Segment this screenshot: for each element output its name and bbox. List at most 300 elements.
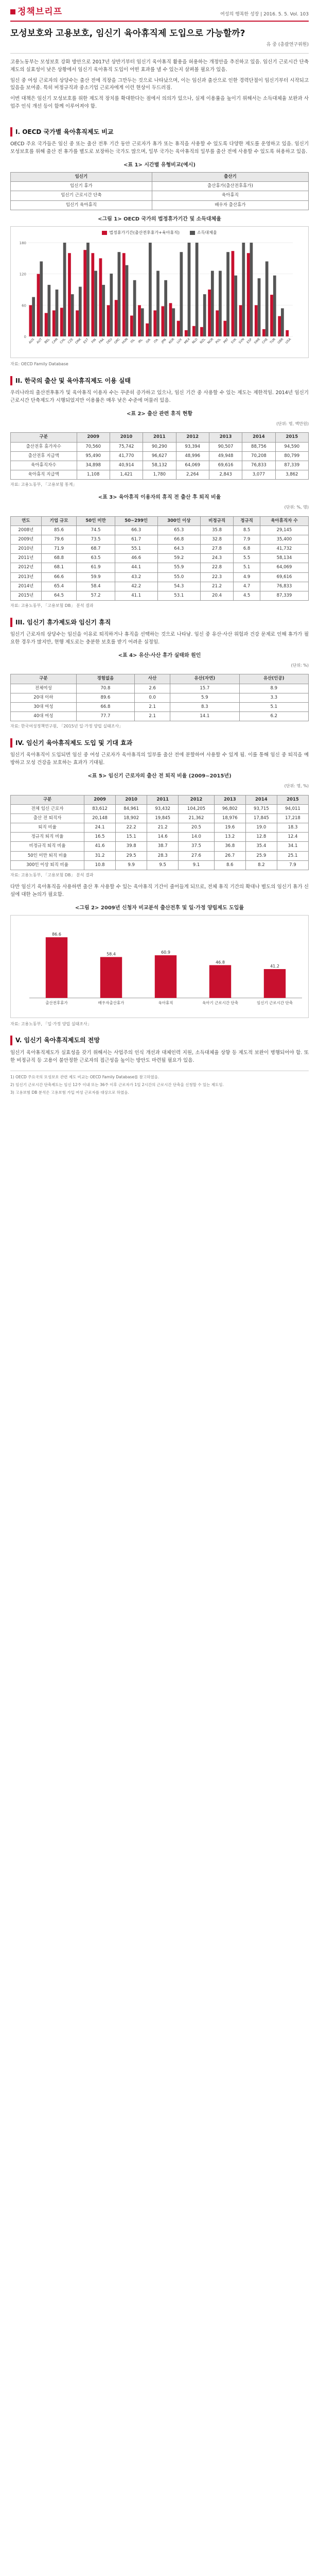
- table-header: 2012: [179, 795, 215, 804]
- table-cell: 93,715: [245, 804, 277, 814]
- paragraph: 다만 임신기 육아휴직을 사용하면 출산 후 사용할 수 있는 육아휴직 기간이 줄어들게 되므로, 전체 휴직 기간의 확대나 별도의 임신기 휴가 신설에 대한 논의가 필요함.: [10, 884, 309, 898]
- table-cell: 66.8: [76, 702, 134, 711]
- table-cell: 15.1: [116, 833, 147, 842]
- table5-unit: (단위: 명, %): [284, 784, 309, 789]
- table-cell: 육아휴직 지급액: [11, 470, 77, 480]
- y-tick-label: 180: [19, 241, 26, 245]
- x-tick-label: SVN: [238, 337, 245, 345]
- table-cell: 64.3: [157, 545, 200, 554]
- footnote: 2) 임신기 근로시간 단축제도는 임신 12주 이내 또는 36주 이후 근로자가 1일 2시간의 근로시간 단축을 신청할 수 있는 제도임.: [10, 1082, 224, 1087]
- table-cell: 94,590: [275, 442, 308, 451]
- table-cell: 41,732: [260, 545, 308, 554]
- x-tick-label: FRA: [98, 337, 105, 345]
- bar-replacement-rate: [56, 290, 59, 336]
- legend-item: [190, 230, 217, 236]
- table-cell: 34,898: [77, 461, 110, 470]
- table-cell: 25.1: [277, 851, 308, 860]
- bar: [209, 965, 231, 998]
- table-cell: 76,833: [242, 461, 275, 470]
- paragraph: 임신기 근로자의 상당수는 임신을 이유로 퇴직하거나 휴직을 선택하는 것으로 나타남. 임신 중 유산·사산 위험과 건강 문제로 인해 휴가가 필요한 경우가 많지만, 현행 제도로는 충분한 보호를 받기 어려운 실정임.: [10, 632, 309, 645]
- bar-replacement-rate: [203, 294, 206, 336]
- bar: [46, 938, 67, 998]
- table-cell: 5.5: [234, 554, 260, 563]
- table-cell: 2.1: [135, 712, 170, 721]
- table-cell: 18,902: [116, 814, 147, 823]
- table-cell: 68.1: [41, 563, 77, 572]
- table3: [10, 516, 309, 601]
- table-cell: 87,339: [275, 461, 308, 470]
- bar-replacement-rate: [234, 275, 237, 336]
- table-cell: 66.8: [157, 535, 200, 544]
- table-header: 2015: [275, 433, 308, 442]
- summary-bullet: 고용노동부는 모성보호 강화 방안으로 2017년 상반기부터 임신기 육아휴직 활용을 허용하는 개정안을 추진하고 있음. 임신기 근로시간 단축 제도의 실효성이 낮은 상황에서 임신기 육아휴직 도입이 어떤 효과를 낼 수 있는지 살펴볼 필요가 있음.: [10, 59, 309, 73]
- table-cell: 80,799: [275, 451, 308, 461]
- bar-replacement-rate: [273, 275, 276, 336]
- table-cell: 35,400: [260, 535, 308, 544]
- x-tick-label: AUS: [28, 337, 36, 345]
- table-header: 연도: [11, 516, 42, 526]
- x-tick-label: DEU: [105, 337, 113, 345]
- table3-unit: (단위: %, 명): [284, 505, 309, 510]
- bar-leave-period: [83, 250, 86, 336]
- table-cell: 30대 여성: [11, 702, 77, 711]
- table-header: 경험없음: [76, 674, 134, 684]
- table-cell: 88,756: [242, 442, 275, 451]
- table-cell: 69,616: [260, 572, 308, 582]
- table-cell: 64,069: [260, 563, 308, 572]
- table5-caption: <표 5> 임신기 근로자의 출산 전 퇴직 비율 (2009~2015년): [87, 773, 232, 779]
- table-header: 2009: [84, 795, 116, 804]
- table-cell: 65.3: [157, 526, 200, 535]
- table-header: 50인 미만: [77, 516, 115, 526]
- table-header: 구분: [11, 795, 84, 804]
- bar-leave-period: [270, 295, 273, 336]
- table-cell: 41.1: [115, 591, 157, 600]
- table-cell: 58,132: [143, 461, 176, 470]
- table-cell: 87,339: [260, 591, 308, 600]
- chart1-note: 자료: OECD Family Database: [10, 362, 68, 367]
- x-tick-label: PRT: [223, 337, 229, 344]
- bar-leave-period: [169, 303, 172, 336]
- table-cell: 9.5: [147, 860, 179, 870]
- table-cell: 36.8: [214, 842, 245, 851]
- table-cell: 15.7: [170, 684, 239, 693]
- table-cell: 20대 이하: [11, 693, 77, 702]
- table-row: [11, 563, 309, 572]
- table-cell: 20.4: [200, 591, 233, 600]
- x-tick-label: NZL: [199, 337, 206, 345]
- summary-bullet: 이번 대책은 임신기 모성보호를 위한 제도적 장치를 확대한다는 점에서 의의가 있으나, 실제 이용률을 높이기 위해서는 소득대체율 보완과 사업주 인식 개선 등이 함께 이루어져야 함.: [10, 96, 309, 109]
- table-cell: 54.3: [157, 582, 200, 591]
- table-cell: 22.3: [200, 572, 233, 582]
- x-tick-label: IRL: [137, 337, 144, 344]
- table-row: [11, 451, 309, 461]
- table-cell: 임신기 근로시간 단축: [11, 191, 152, 200]
- x-tick-label: MEX: [183, 337, 191, 345]
- bar-leave-period: [45, 313, 48, 336]
- table-cell: 35.8: [200, 526, 233, 535]
- bar-leave-period: [91, 253, 94, 336]
- table-header: 비정규직: [200, 516, 233, 526]
- x-tick-label: ISR: [145, 337, 152, 344]
- section-heading-5: V. 임신기 육아휴직제도의 전망: [10, 1036, 309, 1045]
- table1-caption: <표 1> 시간별 유형비교(예시): [123, 162, 196, 168]
- x-tick-label: EST: [82, 337, 90, 345]
- table-cell: 17,845: [245, 814, 277, 823]
- table-cell: 71.9: [41, 545, 77, 554]
- legend-swatch: [102, 231, 107, 235]
- table-cell: 비정규직 퇴직 비율: [11, 842, 84, 851]
- table-row: [11, 526, 309, 535]
- bar: [100, 957, 122, 998]
- table-cell: 14.0: [179, 833, 215, 842]
- table-cell: 64.5: [41, 591, 77, 600]
- table-cell: 53.1: [157, 591, 200, 600]
- table-header: 2010: [116, 795, 147, 804]
- bar-leave-period: [138, 305, 141, 336]
- table-row: [11, 842, 309, 851]
- bar-replacement-rate: [196, 243, 199, 336]
- brand-text: 정책브리프: [17, 7, 63, 17]
- footnote: 1) OECD 주요국의 모성보호 관련 제도 비교는 OECD Family Database를 참고하였음.: [10, 1075, 160, 1080]
- table-cell: 55.1: [115, 545, 157, 554]
- paragraph: 우리나라의 출산전후휴가 및 육아휴직 이용자 수는 꾸준히 증가하고 있으나, 임신 기간 중 사용할 수 있는 제도는 제한적임. 2014년 임신기 근로시간 단축제도가 시행되었지만 이용률은 매우 낮은 수준에 머물러 있음.: [10, 390, 309, 403]
- table-cell: 24.1: [84, 823, 116, 833]
- table-cell: 40,914: [110, 461, 143, 470]
- bar-replacement-rate: [149, 243, 152, 336]
- table-cell: 77.7: [76, 712, 134, 721]
- x-tick-label: DNK: [75, 337, 82, 345]
- table-cell: 임신기 육아휴직: [11, 200, 152, 210]
- table-cell: 8.2: [245, 860, 277, 870]
- table4-caption: <표 4> 유산·사산 휴가 실태와 원인: [118, 652, 201, 658]
- legend-swatch: [190, 231, 195, 235]
- bar-leave-period: [122, 253, 126, 336]
- bar-replacement-rate: [172, 308, 175, 336]
- table-cell: 96,802: [214, 804, 245, 814]
- table-cell: 73.5: [77, 535, 115, 544]
- table-header: 사산: [135, 674, 170, 684]
- table-cell: 0.0: [135, 693, 170, 702]
- x-tick-label: 임신기 근로시간 단축: [257, 1001, 293, 1006]
- bar-replacement-rate: [40, 261, 43, 336]
- bar-replacement-rate: [258, 278, 261, 336]
- page-title: 모성보호와 고용보호, 임신기 육아휴직제 도입으로 가능할까?: [10, 28, 245, 39]
- table-header: 유산(자연): [170, 674, 239, 684]
- x-tick-label: CAN: [51, 337, 59, 345]
- table-cell: 42.2: [115, 582, 157, 591]
- x-tick-label: CHL: [59, 337, 66, 345]
- table-cell: 58,134: [260, 554, 308, 563]
- table-cell: 59.2: [157, 554, 200, 563]
- chart1-legend: [14, 230, 305, 236]
- bar-replacement-rate: [141, 308, 144, 336]
- table-cell: 2013년: [11, 572, 42, 582]
- table-cell: 35.4: [245, 842, 277, 851]
- table-cell: 1,421: [110, 470, 143, 480]
- table-header: 정규직: [234, 516, 260, 526]
- table-header: 2013: [209, 433, 242, 442]
- table-cell: 34.1: [277, 842, 308, 851]
- table-row: [11, 461, 309, 470]
- table-row: [11, 200, 309, 210]
- bar-leave-period: [200, 327, 203, 336]
- bar-replacement-rate: [281, 308, 284, 336]
- bar-leave-period: [216, 310, 219, 336]
- table-cell: 66.3: [115, 526, 157, 535]
- x-tick-label: 배우자출산휴가: [98, 1001, 125, 1006]
- table-cell: 2011년: [11, 554, 42, 563]
- bar-replacement-rate: [32, 297, 35, 336]
- x-tick-label: LUX: [176, 337, 183, 345]
- table-cell: 퇴직 비율: [11, 823, 84, 833]
- summary-bullet: 임신 중 여성 근로자의 상당수는 출산 전에 직장을 그만두는 것으로 나타났으며, 이는 임신과 출산으로 인한 경력단절이 임신기부터 시작되고 있음을 보여줌. 특히 비정규직과 중소기업 근로자에게 이런 현상이 두드러짐.: [10, 77, 309, 91]
- x-tick-label: TUR: [269, 337, 276, 345]
- table-cell: 7.9: [277, 860, 308, 870]
- section-heading-3: III. 임신기 휴가제도와 임신기 휴직: [10, 618, 309, 628]
- table-cell: 65.4: [41, 582, 77, 591]
- table-cell: 9.9: [116, 860, 147, 870]
- table-cell: 20,148: [84, 814, 116, 823]
- table-cell: 79.6: [41, 535, 77, 544]
- chart1-box: [10, 226, 309, 358]
- table-cell: 93,394: [176, 442, 209, 451]
- table-row: [11, 702, 309, 711]
- bar-leave-period: [177, 320, 180, 336]
- table-cell: 26.7: [214, 851, 245, 860]
- bar-leave-period: [68, 253, 71, 336]
- table-cell: 43.2: [115, 572, 157, 582]
- x-tick-label: GBR: [277, 337, 285, 345]
- table-cell: 4.7: [234, 582, 260, 591]
- table-cell: 3.3: [239, 693, 309, 702]
- table-cell: 31.2: [84, 851, 116, 860]
- bar-leave-period: [247, 253, 250, 336]
- bar-leave-period: [153, 310, 156, 336]
- table-cell: 13.2: [214, 833, 245, 842]
- table3-note: 자료: 고용노동부, 「고용보험 DB」 분석 결과: [10, 603, 94, 608]
- table-cell: 66.6: [41, 572, 77, 582]
- bar-replacement-rate: [265, 261, 269, 336]
- table-cell: 2009년: [11, 535, 42, 544]
- table-cell: 3,077: [242, 470, 275, 480]
- table-row: [11, 442, 309, 451]
- x-tick-label: HUN: [121, 337, 129, 345]
- table-header: 300인 이상: [157, 516, 200, 526]
- table-cell: 44.1: [115, 563, 157, 572]
- table-cell: 21.2: [200, 582, 233, 591]
- table-cell: 38.7: [147, 842, 179, 851]
- table-cell: 1,780: [143, 470, 176, 480]
- table-cell: 8.3: [170, 702, 239, 711]
- table-cell: 89.6: [76, 693, 134, 702]
- paragraph: 임신기 육아휴직이 도입되면 임신 중 여성 근로자가 육아휴직의 일부를 출산 전에 분할하여 사용할 수 있게 됨. 이를 통해 임신 중 퇴직을 예방하고 모성 건강을 보호하는 효과가 기대됨.: [10, 752, 309, 766]
- bar-leave-period: [262, 329, 265, 336]
- title-block: [10, 22, 309, 54]
- table-cell: 3,862: [275, 470, 308, 480]
- table-cell: 61.9: [77, 563, 115, 572]
- table-cell: 1,108: [77, 470, 110, 480]
- table-cell: 70,208: [242, 451, 275, 461]
- table-cell: 70,560: [77, 442, 110, 451]
- table-cell: 40대 여성: [11, 712, 77, 721]
- bar-replacement-rate: [94, 270, 97, 336]
- table-cell: 104,205: [179, 804, 215, 814]
- table4-note: 자료: 한국여성정책연구원, 「2015년 일·가정 양립 실태조사」: [10, 724, 123, 729]
- table-header: 50~299인: [115, 516, 157, 526]
- table-cell: 19,845: [147, 814, 179, 823]
- table-cell: 70.8: [76, 684, 134, 693]
- bar-leave-period: [37, 274, 40, 336]
- bar-replacement-rate: [110, 274, 113, 336]
- author: 유 중 (총괄연구위원): [266, 42, 309, 48]
- x-tick-label: CHE: [261, 337, 269, 345]
- table-row: [11, 191, 309, 200]
- table-cell: 출산 전 퇴직자: [11, 814, 84, 823]
- table-cell: 9.1: [179, 860, 215, 870]
- table2-unit: (단위: 명, 백만원): [276, 421, 309, 427]
- table-row: [11, 182, 309, 191]
- table-cell: 28.3: [147, 851, 179, 860]
- table-header: 육아휴직자 수: [260, 516, 308, 526]
- table-cell: 6.2: [239, 712, 309, 721]
- table-cell: 육아휴직자수: [11, 461, 77, 470]
- table-cell: 임신기 휴가: [11, 182, 152, 191]
- table-header: 2011: [147, 795, 179, 804]
- data-label: 41.2: [270, 964, 279, 969]
- x-tick-label: 육아기 근로시간 단축: [202, 1001, 238, 1006]
- table-cell: 14.6: [147, 833, 179, 842]
- chart2-box: [10, 915, 309, 1018]
- bar-leave-period: [239, 305, 242, 336]
- table-row: [11, 684, 309, 693]
- table-cell: 46.6: [115, 554, 157, 563]
- table-row: [11, 712, 309, 721]
- table-cell: 21.2: [147, 823, 179, 833]
- x-tick-label: SVK: [230, 337, 238, 345]
- x-tick-label: FIN: [91, 337, 97, 344]
- x-tick-label: NOR: [206, 337, 215, 345]
- table3-caption: <표 3> 육아휴직 이용자의 휴직 전 출산 후 퇴직 비율: [98, 494, 221, 500]
- footnote: 3) 고용보험 DB 분석은 고용보험 가입 여성 근로자를 대상으로 하였음.: [10, 1090, 129, 1095]
- table-cell: 24.3: [200, 554, 233, 563]
- table-cell: 96,627: [143, 451, 176, 461]
- table-header: 2013: [214, 795, 245, 804]
- table-header: 출산기: [152, 173, 308, 182]
- table-header: 2015: [277, 795, 308, 804]
- table-cell: 16.5: [84, 833, 116, 842]
- data-label: 58.4: [107, 952, 116, 957]
- table-cell: 83,612: [84, 804, 116, 814]
- table-cell: 27.6: [179, 851, 215, 860]
- bar-replacement-rate: [118, 252, 121, 336]
- paragraph: OECD 주요 국가들은 임신 중 또는 출산 전후 기간 동안 근로자가 휴가 또는 휴직을 사용할 수 있도록 다양한 제도를 운영하고 있음. 임신기 모성보호를 위해 출산 전 휴가를 별도로 보장하는 국가도 많으며, 일부 국가는 육아휴직의 일부를 출산 전에 사용할 수 있도록 허용하고 있음.: [10, 141, 309, 155]
- bar-replacement-rate: [156, 270, 160, 336]
- table-cell: 27.8: [200, 545, 233, 554]
- bar-leave-period: [232, 251, 235, 336]
- table-header: 2014: [242, 433, 275, 442]
- x-tick-label: ITA: [153, 337, 160, 344]
- table-cell: 12.4: [277, 833, 308, 842]
- table-cell: 61.7: [115, 535, 157, 544]
- table-cell: 39.8: [116, 842, 147, 851]
- table-row: [11, 470, 309, 480]
- bar-replacement-rate: [164, 280, 167, 336]
- bar-replacement-rate: [86, 243, 90, 336]
- table-cell: 2014년: [11, 582, 42, 591]
- table-cell: 8.5: [234, 526, 260, 535]
- table-header: 2011: [143, 433, 176, 442]
- table-header: 임신기: [11, 173, 152, 182]
- bar-leave-period: [286, 330, 289, 336]
- table2: [10, 432, 309, 480]
- table-cell: 전체 임신 근로자: [11, 804, 84, 814]
- bar-replacement-rate: [188, 243, 191, 336]
- table-cell: 19.6: [214, 823, 245, 833]
- table-cell: 4.9: [234, 572, 260, 582]
- bar-leave-period: [52, 310, 56, 336]
- x-tick-label: GRC: [113, 337, 121, 345]
- table-cell: 출산휴가(출산전후휴가): [152, 182, 308, 191]
- table-cell: 90,290: [143, 442, 176, 451]
- bar-leave-period: [223, 320, 226, 336]
- table-cell: 4.5: [234, 591, 260, 600]
- x-tick-label: 출산전후휴가: [45, 1001, 68, 1006]
- table-cell: 8.9: [239, 684, 309, 693]
- table-cell: 18,976: [214, 814, 245, 823]
- table-cell: 5.1: [239, 702, 309, 711]
- table-cell: 74.5: [77, 526, 115, 535]
- table-cell: 63.5: [77, 554, 115, 563]
- bar-leave-period: [130, 315, 133, 336]
- bar-replacement-rate: [63, 243, 66, 336]
- table-row: [11, 860, 309, 870]
- table-cell: 19.0: [245, 823, 277, 833]
- x-tick-label: ESP: [246, 337, 253, 345]
- table5-note: 자료: 고용노동부, 「고용보험 DB」 분석 결과: [10, 873, 94, 877]
- table-cell: 10.8: [84, 860, 116, 870]
- table-cell: 육아휴직: [152, 191, 308, 200]
- bar-leave-period: [255, 305, 258, 336]
- bar-leave-period: [185, 330, 188, 336]
- table-cell: 25.9: [245, 851, 277, 860]
- bar-leave-period: [162, 306, 165, 336]
- table-cell: 59.9: [77, 572, 115, 582]
- bar-replacement-rate: [250, 243, 253, 336]
- table-cell: 94,011: [277, 804, 308, 814]
- bar-replacement-rate: [133, 280, 136, 336]
- y-tick-label: 120: [19, 272, 26, 277]
- table-cell: 8.6: [214, 860, 245, 870]
- x-tick-label: SWE: [253, 337, 261, 345]
- table-cell: 68.7: [77, 545, 115, 554]
- table-row: [11, 591, 309, 600]
- data-label: 46.8: [216, 960, 225, 965]
- table-row: [11, 572, 309, 582]
- table-cell: 76,833: [260, 582, 308, 591]
- table-row: [11, 851, 309, 860]
- data-label: 60.9: [161, 950, 170, 955]
- table-cell: 55.0: [157, 572, 200, 582]
- table-cell: 37.5: [179, 842, 215, 851]
- table-header: 구분: [11, 674, 77, 684]
- table-cell: 41,770: [110, 451, 143, 461]
- table-header: 2009: [77, 433, 110, 442]
- x-tick-label: 육아휴직: [158, 1001, 173, 1006]
- table-cell: 출산전후 휴가자수: [11, 442, 77, 451]
- table-cell: 2008년: [11, 526, 42, 535]
- bar-replacement-rate: [102, 285, 105, 336]
